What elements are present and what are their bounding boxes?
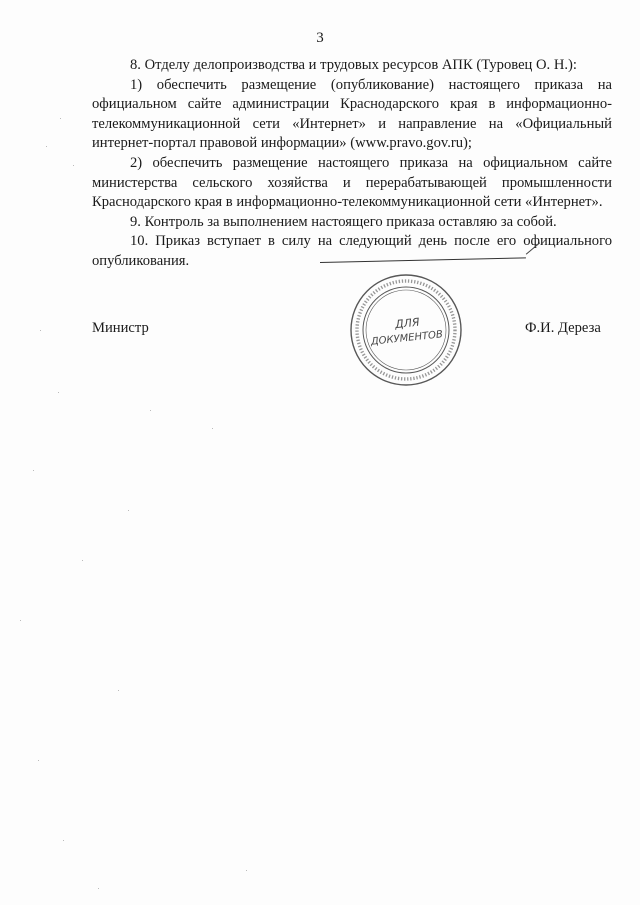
paragraph-item-10: 10. Приказ вступает в силу на следующий день после его официального опубликования.: [92, 233, 612, 269]
signer-role: Министр: [92, 320, 149, 336]
signer-name: Ф.И. Дереза: [525, 320, 601, 336]
document-body: [92, 56, 612, 272]
scan-speck: [246, 870, 247, 871]
scan-speck: [38, 760, 39, 761]
paragraph-item-8: 8. Отделу делопроизводства и трудовых ресурсов АПК (Туровец О. Н.):: [130, 57, 577, 73]
scan-speck: [150, 410, 151, 411]
paragraph-item-9: 9. Контроль за выполнением настоящего приказа оставляю за собой.: [130, 213, 557, 230]
stamp-center-line1: ДЛЯ: [394, 315, 421, 332]
page-number: 3: [316, 30, 324, 46]
stamp-center-line2: ДОКУМЕНТОВ: [370, 329, 444, 348]
scan-speck: [73, 165, 74, 166]
scan-speck: [128, 510, 129, 511]
scan-speck: [58, 392, 59, 393]
scan-speck: [20, 620, 21, 621]
paragraph-subitem-2: 2) обеспечить размещение настоящего приказа на официальном сайте министерства сельского хозяйства и перерабатывающей промышленности Краснодарского края в информационно-телекоммуникационной сети «Интернет».: [92, 154, 612, 211]
paragraph-subitem-1: 1) обеспечить размещение (опубликование) настоящего приказа на официальном сайте администрации Краснодарского края в информационно-телекоммуникационной сети «Интернет» и направление на «Официальный интернет-портал правовой информации» (www.pravo.gov.ru);: [92, 76, 612, 152]
scan-speck: [46, 146, 47, 147]
scan-speck: [63, 840, 64, 841]
scan-speck: [212, 428, 213, 429]
scan-speck: [60, 118, 61, 119]
round-stamp: [348, 272, 464, 388]
scan-speck: [40, 330, 41, 331]
scan-speck: [98, 888, 99, 889]
scan-speck: [118, 690, 119, 691]
scan-speck: [82, 560, 83, 561]
scan-speck: [33, 470, 34, 471]
